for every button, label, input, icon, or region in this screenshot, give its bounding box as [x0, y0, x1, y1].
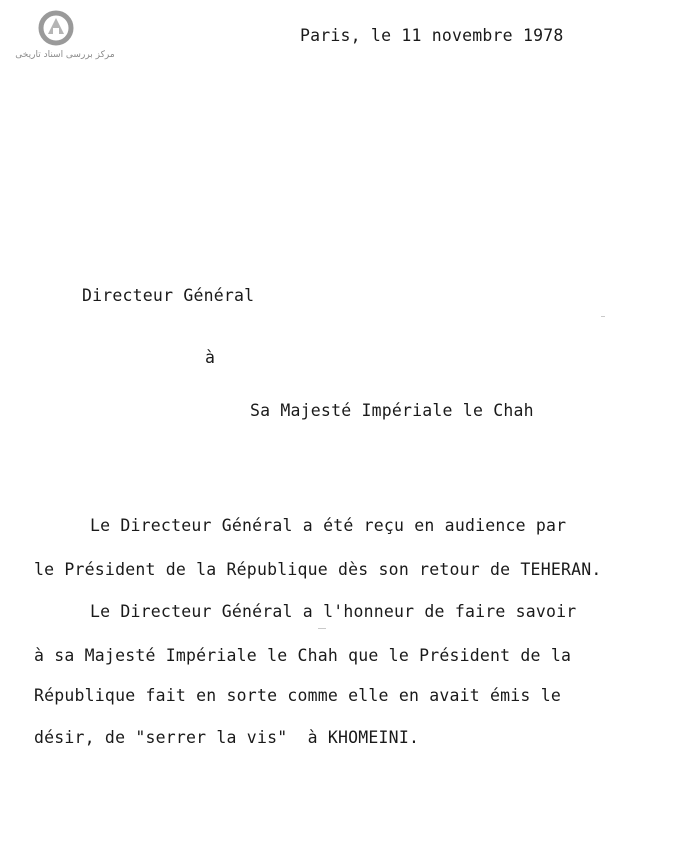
paragraph-line: le Président de la République dès son retour de TEHERAN. — [34, 560, 602, 579]
paragraph-line: Le Directeur Général a l'honneur de faire savoir — [90, 602, 577, 621]
paragraph-line: à sa Majesté Impériale le Chah que le Président de la — [34, 646, 572, 665]
letter-recipient: Sa Majesté Impériale le Chah — [250, 401, 534, 420]
letter-to-prefix: à — [205, 348, 216, 367]
archive-watermark — [10, 8, 120, 66]
scan-speck — [601, 316, 605, 317]
letter-date: Paris, le 11 novembre 1978 — [300, 26, 564, 45]
scan-speck — [318, 628, 326, 629]
paragraph-line: République fait en sorte comme elle en avait émis le — [34, 686, 561, 705]
letter-sender: Directeur Général — [82, 286, 255, 305]
paragraph-line: Le Directeur Général a été reçu en audience par — [90, 516, 567, 535]
archive-watermark-text: مرکز بررسی اسناد تاریخی — [15, 50, 115, 60]
paragraph-line: désir, de "serrer la vis" à KHOMEINI. — [34, 728, 420, 747]
archive-logo-icon — [38, 10, 74, 48]
